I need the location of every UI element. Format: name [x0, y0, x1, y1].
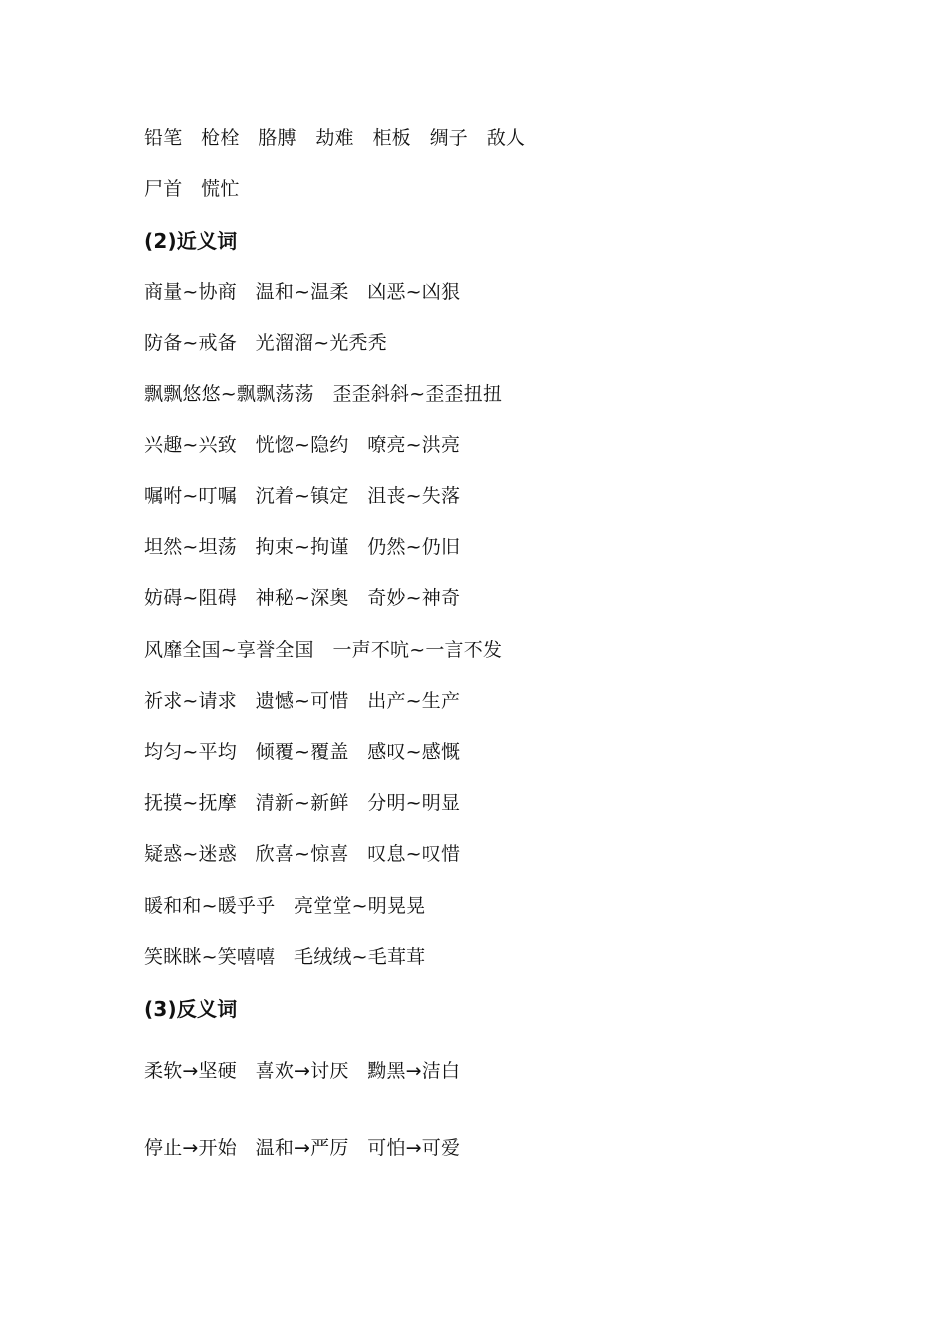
synonym-line: 兴趣~兴致 恍惚~隐约 嘹亮~洪亮: [144, 434, 461, 456]
word-list-line-1: 铅笔 枪栓 胳膊 劫难 柜板 绸子 敌人: [144, 127, 526, 149]
antonym-line: 停止→开始 温和→严厉 可怕→可爱: [144, 1137, 461, 1159]
synonym-line: 风靡全国~享誉全国 一声不吭~一言不发: [144, 639, 503, 661]
synonym-line: 妨碍~阻碍 神秘~深奥 奇妙~神奇: [144, 587, 461, 609]
synonym-line: 均匀~平均 倾覆~覆盖 感叹~感慨: [144, 741, 461, 763]
synonym-line: 祈求~请求 遗憾~可惜 出产~生产: [144, 690, 461, 712]
synonym-line: 商量~协商 温和~温柔 凶恶~凶狠: [144, 281, 461, 303]
synonym-line: 嘱咐~叮嘱 沉着~镇定 沮丧~失落: [144, 485, 461, 507]
synonym-line: 坦然~坦荡 拘束~拘谨 仍然~仍旧: [144, 536, 461, 558]
synonym-line: 飘飘悠悠~飘飘荡荡 歪歪斜斜~歪歪扭扭: [144, 383, 503, 405]
synonym-line: 疑惑~迷惑 欣喜~惊喜 叹息~叹惜: [144, 843, 461, 865]
antonyms-heading: (3)反义词: [144, 997, 238, 1021]
synonym-line: 防备~戒备 光溜溜~光秃秃: [144, 332, 387, 354]
antonym-line: 柔软→坚硬 喜欢→讨厌 黝黑→洁白: [144, 1060, 461, 1082]
word-list-line-2: 尸首 慌忙: [144, 178, 240, 200]
synonym-line: 笑眯眯~笑嘻嘻 毛绒绒~毛茸茸: [144, 946, 426, 968]
synonym-line: 暖和和~暖乎乎 亮堂堂~明晃晃: [144, 895, 426, 917]
synonym-line: 抚摸~抚摩 清新~新鲜 分明~明显: [144, 792, 461, 814]
synonyms-heading: (2)近义词: [144, 229, 238, 253]
